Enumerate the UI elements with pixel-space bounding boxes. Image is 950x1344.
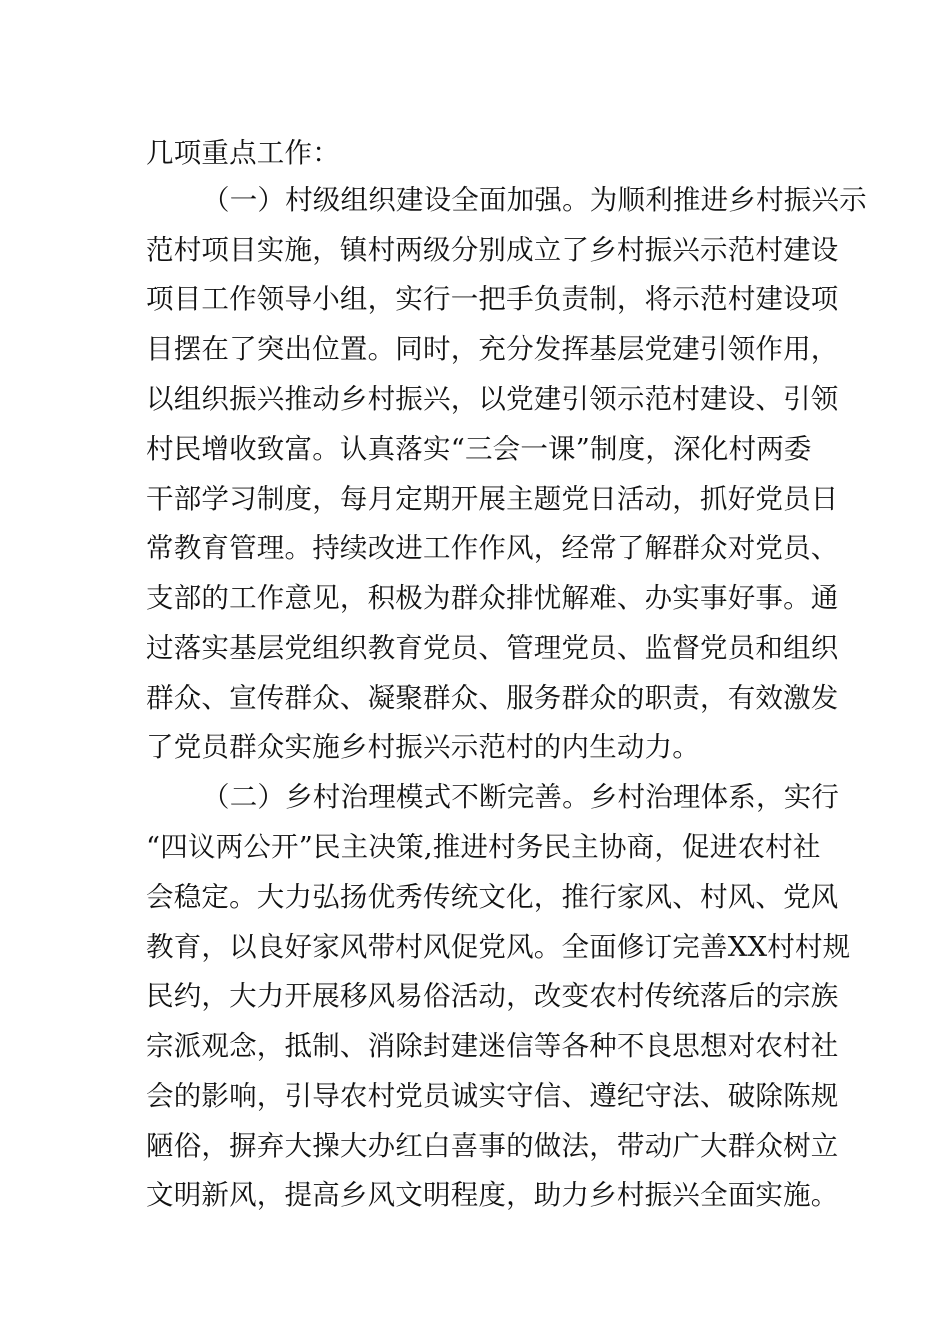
- text-line: 宗派观念，抵制、消除封建迷信等各种不良思想对农村社: [146, 1030, 839, 1062]
- text-line: 支部的工作意见，积极为群众排忧解难、办实事好事。通: [146, 582, 839, 614]
- text-line: 了党员群众实施乡村振兴示范村的内生动力。: [146, 731, 700, 763]
- text-line: 干部学习制度，每月定期开展主题党日活动，抓好党员日: [146, 483, 839, 515]
- text-line: 民约，大力开展移风易俗活动，改变农村传统落后的宗族: [146, 980, 839, 1012]
- text-line: 过落实基层党组织教育党员、管理党员、监督党员和组织: [146, 632, 839, 664]
- text-line: 项目工作领导小组，实行一把手负责制，将示范村建设项: [146, 283, 839, 315]
- text-line: 目摆在了突出位置。同时，充分发挥基层党建引领作用，: [146, 333, 839, 365]
- text-line: 常教育管理。持续改进工作作风，经常了解群众对党员、: [146, 532, 839, 564]
- text-line: 会的影响，引导农村党员诚实守信、遵纪守法、破除陈规: [146, 1080, 839, 1112]
- text-line: 几项重点工作：: [146, 137, 340, 169]
- text-line: 群众、宣传群众、凝聚群众、服务群众的职责，有效激发: [146, 682, 839, 714]
- text-line: “四议两公开”民主决策,推进村务民主协商，促进农村社: [146, 831, 821, 863]
- section-heading-1: （一）村级组织建设全面加强。为顺利推进乡村振兴示: [202, 184, 867, 216]
- section-heading-2: （二）乡村治理模式不断完善。乡村治理体系，实行: [202, 781, 840, 813]
- text-line: 会稳定。大力弘扬优秀传统文化，推行家风、村风、党风: [146, 881, 839, 913]
- text-line: 村民增收致富。认真落实“三会一课”制度，深化村两委: [146, 433, 812, 465]
- text-line: 陋俗，摒弃大操大办红白喜事的做法，带动广大群众树立: [146, 1130, 839, 1162]
- text-line: 范村项目实施，镇村两级分别成立了乡村振兴示范村建设: [146, 234, 839, 266]
- text-line: 以组织振兴推动乡村振兴，以党建引领示范村建设、引领: [146, 383, 839, 415]
- text-line: 教育，以良好家风带村风促党风。全面修订完善XX村村规: [146, 931, 851, 963]
- text-line: 文明新风，提高乡风文明程度，助力乡村振兴全面实施。: [146, 1179, 839, 1211]
